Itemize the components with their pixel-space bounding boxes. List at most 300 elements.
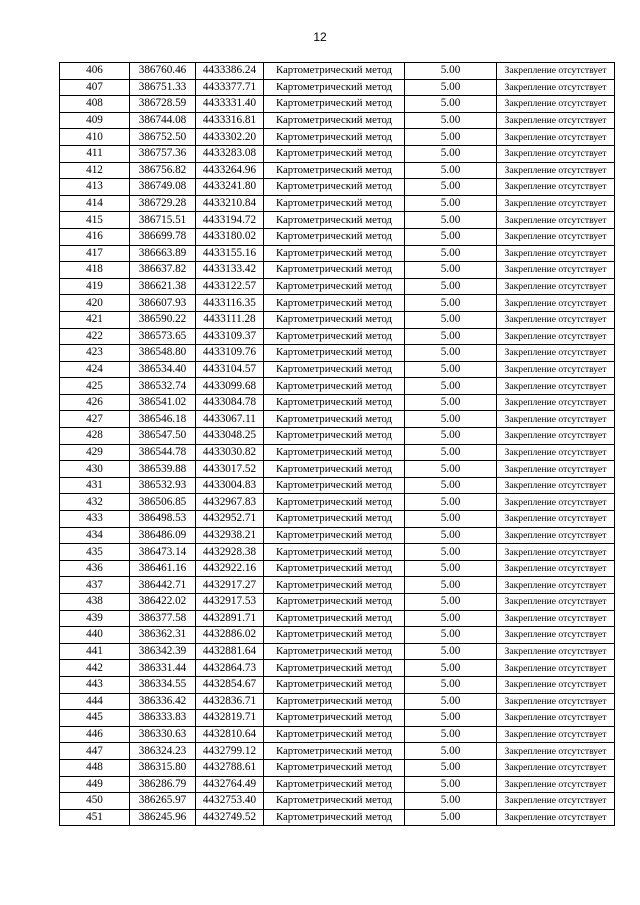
- fixation-cell: Закрепление отсутствует: [497, 676, 615, 693]
- table-row: [60, 809, 615, 826]
- x-coordinate-cell: 386607.93: [130, 295, 196, 312]
- fixation-cell: Закрепление отсутствует: [497, 328, 615, 345]
- x-coordinate-cell: 386548.80: [130, 345, 196, 362]
- accuracy-cell: 5.00: [405, 743, 497, 760]
- method-cell: Картометрический метод: [264, 809, 405, 826]
- table-row: [60, 594, 615, 611]
- point-number-cell: 429: [60, 444, 130, 461]
- x-coordinate-cell: 386728.59: [130, 96, 196, 113]
- method-cell: Картометрический метод: [264, 693, 405, 710]
- fixation-cell: Закрепление отсутствует: [497, 129, 615, 146]
- method-cell: Картометрический метод: [264, 793, 405, 810]
- point-number-cell: 418: [60, 262, 130, 279]
- point-number-cell: 448: [60, 759, 130, 776]
- point-number-cell: 412: [60, 162, 130, 179]
- y-coordinate-cell: 4433048.25: [196, 428, 264, 445]
- table-row: [60, 544, 615, 561]
- fixation-cell: Закрепление отсутствует: [497, 295, 615, 312]
- y-coordinate-cell: 4433104.57: [196, 361, 264, 378]
- table-row: [60, 262, 615, 279]
- method-cell: Картометрический метод: [264, 212, 405, 229]
- accuracy-cell: 5.00: [405, 511, 497, 528]
- y-coordinate-cell: 4433302.20: [196, 129, 264, 146]
- y-coordinate-cell: 4433067.11: [196, 411, 264, 428]
- fixation-cell: Закрепление отсутствует: [497, 560, 615, 577]
- method-cell: Картометрический метод: [264, 179, 405, 196]
- table-row: [60, 577, 615, 594]
- table-row: [60, 511, 615, 528]
- table-row: [60, 461, 615, 478]
- point-number-cell: 447: [60, 743, 130, 760]
- point-number-cell: 421: [60, 311, 130, 328]
- accuracy-cell: 5.00: [405, 278, 497, 295]
- x-coordinate-cell: 386544.78: [130, 444, 196, 461]
- y-coordinate-cell: 4432952.71: [196, 511, 264, 528]
- y-coordinate-cell: 4433210.84: [196, 195, 264, 212]
- x-coordinate-cell: 386573.65: [130, 328, 196, 345]
- point-number-cell: 430: [60, 461, 130, 478]
- x-coordinate-cell: 386744.08: [130, 112, 196, 129]
- fixation-cell: Закрепление отсутствует: [497, 759, 615, 776]
- fixation-cell: Закрепление отсутствует: [497, 544, 615, 561]
- fixation-cell: Закрепление отсутствует: [497, 494, 615, 511]
- fixation-cell: Закрепление отсутствует: [497, 378, 615, 395]
- method-cell: Картометрический метод: [264, 195, 405, 212]
- method-cell: Картометрический метод: [264, 577, 405, 594]
- point-number-cell: 449: [60, 776, 130, 793]
- x-coordinate-cell: 386715.51: [130, 212, 196, 229]
- fixation-cell: Закрепление отсутствует: [497, 112, 615, 129]
- point-number-cell: 438: [60, 594, 130, 611]
- x-coordinate-cell: 386330.63: [130, 726, 196, 743]
- method-cell: Картометрический метод: [264, 759, 405, 776]
- method-cell: Картометрический метод: [264, 494, 405, 511]
- x-coordinate-cell: 386498.53: [130, 511, 196, 528]
- x-coordinate-cell: 386729.28: [130, 195, 196, 212]
- method-cell: Картометрический метод: [264, 328, 405, 345]
- y-coordinate-cell: 4433004.83: [196, 477, 264, 494]
- x-coordinate-cell: 386333.83: [130, 710, 196, 727]
- accuracy-cell: 5.00: [405, 394, 497, 411]
- accuracy-cell: 5.00: [405, 560, 497, 577]
- table-row: [60, 361, 615, 378]
- x-coordinate-cell: 386506.85: [130, 494, 196, 511]
- table-row: [60, 179, 615, 196]
- point-number-cell: 433: [60, 511, 130, 528]
- x-coordinate-cell: 386752.50: [130, 129, 196, 146]
- point-number-cell: 434: [60, 527, 130, 544]
- accuracy-cell: 5.00: [405, 594, 497, 611]
- point-number-cell: 444: [60, 693, 130, 710]
- table-row: [60, 129, 615, 146]
- fixation-cell: Закрепление отсутствует: [497, 710, 615, 727]
- y-coordinate-cell: 4433084.78: [196, 394, 264, 411]
- accuracy-cell: 5.00: [405, 676, 497, 693]
- method-cell: Картометрический метод: [264, 710, 405, 727]
- table-row: [60, 643, 615, 660]
- point-number-cell: 441: [60, 643, 130, 660]
- x-coordinate-cell: 386756.82: [130, 162, 196, 179]
- point-number-cell: 409: [60, 112, 130, 129]
- x-coordinate-cell: 386663.89: [130, 245, 196, 262]
- fixation-cell: Закрепление отсутствует: [497, 594, 615, 611]
- x-coordinate-cell: 386334.55: [130, 676, 196, 693]
- accuracy-cell: 5.00: [405, 494, 497, 511]
- table-row: [60, 759, 615, 776]
- method-cell: Картометрический метод: [264, 162, 405, 179]
- method-cell: Картометрический метод: [264, 776, 405, 793]
- table-row: [60, 212, 615, 229]
- table-row: [60, 378, 615, 395]
- x-coordinate-cell: 386377.58: [130, 610, 196, 627]
- fixation-cell: Закрепление отсутствует: [497, 577, 615, 594]
- table-row: [60, 477, 615, 494]
- table-row: [60, 444, 615, 461]
- x-coordinate-cell: 386362.31: [130, 627, 196, 644]
- method-cell: Картометрический метод: [264, 511, 405, 528]
- accuracy-cell: 5.00: [405, 660, 497, 677]
- fixation-cell: Закрепление отсутствует: [497, 228, 615, 245]
- accuracy-cell: 5.00: [405, 112, 497, 129]
- x-coordinate-cell: 386532.74: [130, 378, 196, 395]
- point-number-cell: 424: [60, 361, 130, 378]
- accuracy-cell: 5.00: [405, 162, 497, 179]
- table-row: [60, 693, 615, 710]
- fixation-cell: Закрепление отсутствует: [497, 627, 615, 644]
- table-row: [60, 676, 615, 693]
- table-row: [60, 295, 615, 312]
- table-row: [60, 743, 615, 760]
- x-coordinate-cell: 386422.02: [130, 594, 196, 611]
- fixation-cell: Закрепление отсутствует: [497, 278, 615, 295]
- fixation-cell: Закрепление отсутствует: [497, 610, 615, 627]
- point-number-cell: 406: [60, 63, 130, 80]
- accuracy-cell: 5.00: [405, 643, 497, 660]
- x-coordinate-cell: 386547.50: [130, 428, 196, 445]
- point-number-cell: 431: [60, 477, 130, 494]
- accuracy-cell: 5.00: [405, 693, 497, 710]
- method-cell: Картометрический метод: [264, 676, 405, 693]
- fixation-cell: Закрепление отсутствует: [497, 809, 615, 826]
- fixation-cell: Закрепление отсутствует: [497, 726, 615, 743]
- point-number-cell: 408: [60, 96, 130, 113]
- point-number-cell: 419: [60, 278, 130, 295]
- accuracy-cell: 5.00: [405, 212, 497, 229]
- method-cell: Картометрический метод: [264, 228, 405, 245]
- fixation-cell: Закрепление отсутствует: [497, 394, 615, 411]
- accuracy-cell: 5.00: [405, 262, 497, 279]
- method-cell: Картометрический метод: [264, 63, 405, 80]
- point-number-cell: 410: [60, 129, 130, 146]
- accuracy-cell: 5.00: [405, 461, 497, 478]
- y-coordinate-cell: 4432886.02: [196, 627, 264, 644]
- y-coordinate-cell: 4432928.38: [196, 544, 264, 561]
- point-number-cell: 440: [60, 627, 130, 644]
- point-number-cell: 427: [60, 411, 130, 428]
- method-cell: Картометрический метод: [264, 444, 405, 461]
- x-coordinate-cell: 386331.44: [130, 660, 196, 677]
- fixation-cell: Закрепление отсутствует: [497, 793, 615, 810]
- x-coordinate-cell: 386621.38: [130, 278, 196, 295]
- accuracy-cell: 5.00: [405, 610, 497, 627]
- method-cell: Картометрический метод: [264, 660, 405, 677]
- y-coordinate-cell: 4432764.49: [196, 776, 264, 793]
- fixation-cell: Закрепление отсутствует: [497, 345, 615, 362]
- method-cell: Картометрический метод: [264, 527, 405, 544]
- method-cell: Картометрический метод: [264, 461, 405, 478]
- point-number-cell: 437: [60, 577, 130, 594]
- y-coordinate-cell: 4433017.52: [196, 461, 264, 478]
- point-number-cell: 423: [60, 345, 130, 362]
- method-cell: Картометрический метод: [264, 594, 405, 611]
- y-coordinate-cell: 4433109.76: [196, 345, 264, 362]
- method-cell: Картометрический метод: [264, 643, 405, 660]
- fixation-cell: Закрепление отсутствует: [497, 511, 615, 528]
- accuracy-cell: 5.00: [405, 428, 497, 445]
- fixation-cell: Закрепление отсутствует: [497, 162, 615, 179]
- x-coordinate-cell: 386315.80: [130, 759, 196, 776]
- y-coordinate-cell: 4432799.12: [196, 743, 264, 760]
- accuracy-cell: 5.00: [405, 527, 497, 544]
- method-cell: Картометрический метод: [264, 112, 405, 129]
- table-row: [60, 627, 615, 644]
- point-number-cell: 450: [60, 793, 130, 810]
- y-coordinate-cell: 4433180.02: [196, 228, 264, 245]
- accuracy-cell: 5.00: [405, 345, 497, 362]
- table-row: [60, 610, 615, 627]
- y-coordinate-cell: 4433099.68: [196, 378, 264, 395]
- x-coordinate-cell: 386539.88: [130, 461, 196, 478]
- x-coordinate-cell: 386342.39: [130, 643, 196, 660]
- method-cell: Картометрический метод: [264, 245, 405, 262]
- method-cell: Картометрический метод: [264, 295, 405, 312]
- y-coordinate-cell: 4432836.71: [196, 693, 264, 710]
- x-coordinate-cell: 386751.33: [130, 79, 196, 96]
- accuracy-cell: 5.00: [405, 145, 497, 162]
- y-coordinate-cell: 4433241.80: [196, 179, 264, 196]
- accuracy-cell: 5.00: [405, 759, 497, 776]
- point-number-cell: 414: [60, 195, 130, 212]
- fixation-cell: Закрепление отсутствует: [497, 245, 615, 262]
- method-cell: Картометрический метод: [264, 311, 405, 328]
- x-coordinate-cell: 386265.97: [130, 793, 196, 810]
- fixation-cell: Закрепление отсутствует: [497, 743, 615, 760]
- y-coordinate-cell: 4432749.52: [196, 809, 264, 826]
- accuracy-cell: 5.00: [405, 96, 497, 113]
- method-cell: Картометрический метод: [264, 145, 405, 162]
- method-cell: Картометрический метод: [264, 79, 405, 96]
- accuracy-cell: 5.00: [405, 477, 497, 494]
- y-coordinate-cell: 4433116.35: [196, 295, 264, 312]
- y-coordinate-cell: 4432864.73: [196, 660, 264, 677]
- y-coordinate-cell: 4432788.61: [196, 759, 264, 776]
- point-number-cell: 442: [60, 660, 130, 677]
- y-coordinate-cell: 4432922.16: [196, 560, 264, 577]
- y-coordinate-cell: 4433194.72: [196, 212, 264, 229]
- table-row: [60, 63, 615, 80]
- x-coordinate-cell: 386541.02: [130, 394, 196, 411]
- table-row: [60, 96, 615, 113]
- x-coordinate-cell: 386245.96: [130, 809, 196, 826]
- x-coordinate-cell: 386590.22: [130, 311, 196, 328]
- accuracy-cell: 5.00: [405, 710, 497, 727]
- y-coordinate-cell: 4432967.83: [196, 494, 264, 511]
- point-number-cell: 435: [60, 544, 130, 561]
- y-coordinate-cell: 4432881.64: [196, 643, 264, 660]
- accuracy-cell: 5.00: [405, 129, 497, 146]
- accuracy-cell: 5.00: [405, 411, 497, 428]
- point-number-cell: 422: [60, 328, 130, 345]
- y-coordinate-cell: 4433377.71: [196, 79, 264, 96]
- y-coordinate-cell: 4432753.40: [196, 793, 264, 810]
- method-cell: Картометрический метод: [264, 262, 405, 279]
- accuracy-cell: 5.00: [405, 179, 497, 196]
- point-number-cell: 445: [60, 710, 130, 727]
- fixation-cell: Закрепление отсутствует: [497, 428, 615, 445]
- table-row: [60, 560, 615, 577]
- method-cell: Картометрический метод: [264, 560, 405, 577]
- accuracy-cell: 5.00: [405, 627, 497, 644]
- point-number-cell: 426: [60, 394, 130, 411]
- table-row: [60, 793, 615, 810]
- x-coordinate-cell: 386324.23: [130, 743, 196, 760]
- x-coordinate-cell: 386532.93: [130, 477, 196, 494]
- fixation-cell: Закрепление отсутствует: [497, 477, 615, 494]
- accuracy-cell: 5.00: [405, 361, 497, 378]
- point-number-cell: 415: [60, 212, 130, 229]
- fixation-cell: Закрепление отсутствует: [497, 311, 615, 328]
- accuracy-cell: 5.00: [405, 228, 497, 245]
- point-number-cell: 428: [60, 428, 130, 445]
- method-cell: Картометрический метод: [264, 278, 405, 295]
- y-coordinate-cell: 4433331.40: [196, 96, 264, 113]
- point-number-cell: 420: [60, 295, 130, 312]
- table-row: [60, 79, 615, 96]
- y-coordinate-cell: 4433109.37: [196, 328, 264, 345]
- y-coordinate-cell: 4432819.71: [196, 710, 264, 727]
- table-row: [60, 162, 615, 179]
- x-coordinate-cell: 386637.82: [130, 262, 196, 279]
- y-coordinate-cell: 4433316.81: [196, 112, 264, 129]
- fixation-cell: Закрепление отсутствует: [497, 527, 615, 544]
- x-coordinate-cell: 386473.14: [130, 544, 196, 561]
- x-coordinate-cell: 386442.71: [130, 577, 196, 594]
- table-row: [60, 710, 615, 727]
- fixation-cell: Закрепление отсутствует: [497, 444, 615, 461]
- accuracy-cell: 5.00: [405, 378, 497, 395]
- fixation-cell: Закрепление отсутствует: [497, 361, 615, 378]
- fixation-cell: Закрепление отсутствует: [497, 96, 615, 113]
- table-row: [60, 311, 615, 328]
- fixation-cell: Закрепление отсутствует: [497, 212, 615, 229]
- method-cell: Картометрический метод: [264, 726, 405, 743]
- coordinates-table-body: [60, 63, 615, 826]
- fixation-cell: Закрепление отсутствует: [497, 693, 615, 710]
- table-row: [60, 278, 615, 295]
- fixation-cell: Закрепление отсутствует: [497, 79, 615, 96]
- table-row: [60, 394, 615, 411]
- point-number-cell: 417: [60, 245, 130, 262]
- point-number-cell: 446: [60, 726, 130, 743]
- y-coordinate-cell: 4432917.27: [196, 577, 264, 594]
- y-coordinate-cell: 4432810.64: [196, 726, 264, 743]
- point-number-cell: 443: [60, 676, 130, 693]
- point-number-cell: 451: [60, 809, 130, 826]
- fixation-cell: Закрепление отсутствует: [497, 660, 615, 677]
- table-row: [60, 494, 615, 511]
- point-number-cell: 432: [60, 494, 130, 511]
- table-row: [60, 411, 615, 428]
- point-number-cell: 425: [60, 378, 130, 395]
- y-coordinate-cell: 4433122.57: [196, 278, 264, 295]
- accuracy-cell: 5.00: [405, 295, 497, 312]
- fixation-cell: Закрепление отсутствует: [497, 179, 615, 196]
- table-row: [60, 428, 615, 445]
- table-row: [60, 345, 615, 362]
- x-coordinate-cell: 386760.46: [130, 63, 196, 80]
- method-cell: Картометрический метод: [264, 96, 405, 113]
- table-row: [60, 776, 615, 793]
- y-coordinate-cell: 4433133.42: [196, 262, 264, 279]
- accuracy-cell: 5.00: [405, 577, 497, 594]
- method-cell: Картометрический метод: [264, 610, 405, 627]
- fixation-cell: Закрепление отсутствует: [497, 643, 615, 660]
- y-coordinate-cell: 4433283.08: [196, 145, 264, 162]
- y-coordinate-cell: 4433386.24: [196, 63, 264, 80]
- table-row: [60, 228, 615, 245]
- page-number: 12: [313, 30, 327, 44]
- table-row: [60, 660, 615, 677]
- accuracy-cell: 5.00: [405, 809, 497, 826]
- y-coordinate-cell: 4433030.82: [196, 444, 264, 461]
- accuracy-cell: 5.00: [405, 63, 497, 80]
- table-row: [60, 527, 615, 544]
- x-coordinate-cell: 386749.08: [130, 179, 196, 196]
- accuracy-cell: 5.00: [405, 245, 497, 262]
- table-row: [60, 726, 615, 743]
- method-cell: Картометрический метод: [264, 743, 405, 760]
- x-coordinate-cell: 386336.42: [130, 693, 196, 710]
- table-row: [60, 328, 615, 345]
- table-row: [60, 112, 615, 129]
- method-cell: Картометрический метод: [264, 411, 405, 428]
- method-cell: Картометрический метод: [264, 627, 405, 644]
- accuracy-cell: 5.00: [405, 195, 497, 212]
- x-coordinate-cell: 386461.16: [130, 560, 196, 577]
- point-number-cell: 407: [60, 79, 130, 96]
- x-coordinate-cell: 386286.79: [130, 776, 196, 793]
- y-coordinate-cell: 4432917.53: [196, 594, 264, 611]
- x-coordinate-cell: 386699.78: [130, 228, 196, 245]
- fixation-cell: Закрепление отсутствует: [497, 195, 615, 212]
- fixation-cell: Закрепление отсутствует: [497, 776, 615, 793]
- method-cell: Картометрический метод: [264, 345, 405, 362]
- method-cell: Картометрический метод: [264, 544, 405, 561]
- accuracy-cell: 5.00: [405, 79, 497, 96]
- y-coordinate-cell: 4433111.28: [196, 311, 264, 328]
- method-cell: Картометрический метод: [264, 378, 405, 395]
- y-coordinate-cell: 4433155.16: [196, 245, 264, 262]
- y-coordinate-cell: 4432854.67: [196, 676, 264, 693]
- method-cell: Картометрический метод: [264, 428, 405, 445]
- accuracy-cell: 5.00: [405, 311, 497, 328]
- fixation-cell: Закрепление отсутствует: [497, 145, 615, 162]
- y-coordinate-cell: 4432938.21: [196, 527, 264, 544]
- fixation-cell: Закрепление отсутствует: [497, 262, 615, 279]
- accuracy-cell: 5.00: [405, 544, 497, 561]
- method-cell: Картометрический метод: [264, 477, 405, 494]
- fixation-cell: Закрепление отсутствует: [497, 461, 615, 478]
